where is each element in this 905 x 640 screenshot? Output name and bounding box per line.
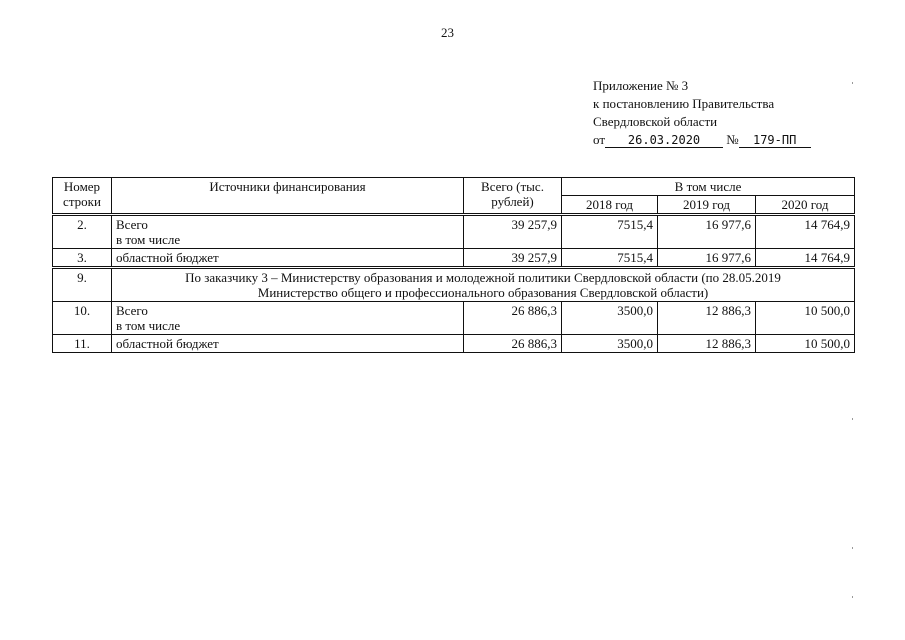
row-2020: 14 764,9 xyxy=(756,249,855,267)
row-2018: 7515,4 xyxy=(562,249,658,267)
header-sources: Источники финансирования xyxy=(112,178,464,214)
row-2019: 12 886,3 xyxy=(658,302,756,335)
number-label: № xyxy=(726,132,739,147)
resolution-number: 179-ПП xyxy=(739,133,811,148)
table-section-row xyxy=(53,269,855,302)
header-row-number: Номер строки xyxy=(53,178,112,214)
row-label xyxy=(112,302,464,335)
header-including: В том числе xyxy=(562,178,855,196)
header-year-2019: 2019 год xyxy=(658,196,756,214)
row-2018: 3500,0 xyxy=(562,302,658,335)
scan-speck xyxy=(852,418,853,420)
row-2019: 16 977,6 xyxy=(658,249,756,267)
row-2020: 14 764,9 xyxy=(756,216,855,249)
section-title-line1: По заказчику 3 – Министерству образования и молодежной политики Свердловской области (по 28.05.2019 xyxy=(185,270,781,285)
row-total: 26 886,3 xyxy=(464,335,562,353)
row-2019: 12 886,3 xyxy=(658,335,756,353)
row-number: 2. xyxy=(53,216,112,249)
row-2018: 3500,0 xyxy=(562,335,658,353)
financing-table xyxy=(52,177,855,353)
row-number: 9. xyxy=(53,269,112,302)
row-label: областной бюджет xyxy=(112,249,464,267)
header-year-2018: 2018 год xyxy=(562,196,658,214)
row-label-line1: Всего xyxy=(116,303,148,318)
appendix-date-number-row xyxy=(593,131,811,149)
section-title xyxy=(112,269,855,302)
appendix-region-line: Свердловской области xyxy=(593,114,718,129)
appendix-resolution-line: к постановлению Правительства xyxy=(593,96,775,111)
table-row xyxy=(53,335,855,353)
resolution-date: 26.03.2020 xyxy=(605,133,723,148)
row-label: областной бюджет xyxy=(112,335,464,353)
page-number: 23 xyxy=(441,25,454,40)
row-total: 26 886,3 xyxy=(464,302,562,335)
appendix-title: Приложение № 3 xyxy=(593,78,689,93)
section-title-line2: Министерство общего и профессионального образования Свердловской области) xyxy=(257,285,709,300)
table-row xyxy=(53,302,855,335)
from-label: от xyxy=(593,132,606,147)
row-2018: 7515,4 xyxy=(562,216,658,249)
scan-speck xyxy=(852,82,853,84)
row-number: 10. xyxy=(53,302,112,335)
scan-speck xyxy=(852,547,853,549)
header-year-2020: 2020 год xyxy=(756,196,855,214)
row-label-line2: в том числе xyxy=(116,232,181,247)
row-label-line2: в том числе xyxy=(116,318,181,333)
row-total: 39 257,9 xyxy=(464,249,562,267)
row-2020: 10 500,0 xyxy=(756,302,855,335)
row-2020: 10 500,0 xyxy=(756,335,855,353)
table-row xyxy=(53,249,855,267)
table-row xyxy=(53,216,855,249)
row-number: 11. xyxy=(53,335,112,353)
row-number: 3. xyxy=(53,249,112,267)
row-2019: 16 977,6 xyxy=(658,216,756,249)
appendix-block xyxy=(593,77,811,149)
row-label xyxy=(112,216,464,249)
scan-speck xyxy=(852,596,853,598)
row-label-line1: Всего xyxy=(116,217,148,232)
row-total: 39 257,9 xyxy=(464,216,562,249)
header-total: Всего (тыс. рублей) xyxy=(464,178,562,214)
